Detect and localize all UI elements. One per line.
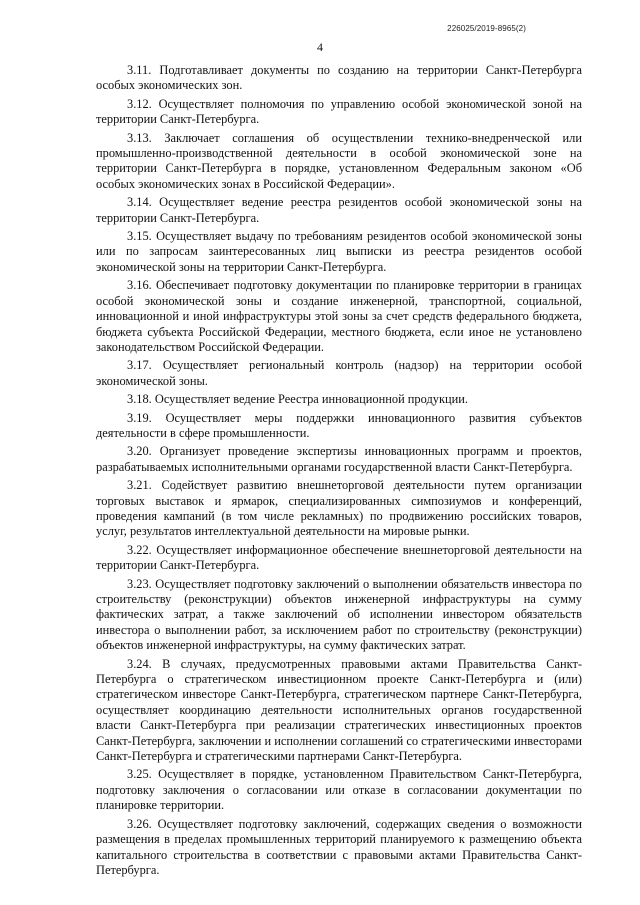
- paragraph-3-13: 3.13. Заключает соглашения об осуществлении технико-внедренческой или промышленно-производственной деятельности в особой экономической зоне на территории Санкт-Петербурга в порядке, установленном Федеральным законом «Об особых экономических зонах в Российской Федерации».: [96, 130, 582, 191]
- paragraph-3-25: 3.25. Осуществляет в порядке, установленном Правительством Санкт-Петербурга, подготовку заключения о согласовании или отказе в согласовании документации по планировке территории.: [96, 767, 582, 813]
- paragraph-3-26: 3.26. Осуществляет подготовку заключений, содержащих сведения о возможности размещения в пределах промышленных территорий планируемого к размещению объекта капитального строительства в соответствии с правовыми актами Правительства Санкт-Петербурга.: [96, 816, 582, 877]
- paragraph-3-15: 3.15. Осуществляет выдачу по требованиям резидентов особой экономической зоны или по запросам заинтересованных лиц выписки из реестра резидентов особой экономической зоны на территории Санкт-Петербурга.: [96, 229, 582, 274]
- paragraph-3-21: 3.21. Содействует развитию внешнеторговой деятельности путем организации торговых выставок и ярмарок, специализированных симпозиумов и конференций, проведения кампаний (в том числе рекламных) по продвижению российских товаров, услуг, результатов интеллектуальной деятельности на мировые рынки.: [96, 478, 582, 539]
- paragraph-3-20: 3.20. Организует проведение экспертизы инновационных программ и проектов, разрабатываемых исполнительными органами государственной власти Санкт-Петербурга.: [96, 444, 582, 474]
- paragraph-3-24: 3.24. В случаях, предусмотренных правовыми актами Правительства Санкт-Петербурга о стратегическом инвестиционном проекте Санкт-Петербурга и (или) стратегическом инвесторе Санкт-Петербурга, стратегическом партнере Санкт-Петербурга, осуществляет координацию деятельности исполнительных органов государственной власти Санкт-Петербурга при реализации стратегических инвестиционных проектов Санкт-Петербурга, заключении и исполнении соглашений со стратегическими инвесторами Санкт-Петербурга и стратегическими партнерами Санкт-Петербурга.: [96, 656, 582, 764]
- document-body: [96, 63, 582, 881]
- paragraph-3-17: 3.17. Осуществляет региональный контроль (надзор) на территории особой экономической зоны.: [96, 358, 582, 388]
- document-id: 226025/2019-8965(2): [447, 24, 526, 33]
- paragraph-3-14: 3.14. Осуществляет ведение реестра резидентов особой экономической зоны на территории Санкт-Петербурга.: [96, 195, 582, 225]
- paragraph-3-11: 3.11. Подготавливает документы по созданию на территории Санкт-Петербурга особых экономических зон.: [96, 63, 582, 93]
- paragraph-3-16: 3.16. Обеспечивает подготовку документации по планировке территории в границах особой экономической зоны и создание инженерной, транспортной, социальной, инновационной и иной инфраструктуры этой зоны за счет средств федерального бюджета, бюджета субъекта Российской Федерации, местного бюджета, если иное не установлено законодательством Российской Федерации.: [96, 278, 582, 354]
- paragraph-3-23: 3.23. Осуществляет подготовку заключений о выполнении обязательств инвестора по строительству (реконструкции) объектов инженерной инфраструктуры на сумму фактических затрат, а также заключений об исполнении инвестором обязательств инвестора о выполнении работ, за исключением работ по строительству (реконструкции) объектов инженерной инфраструктуры, на сумму фактических затрат.: [96, 576, 582, 653]
- paragraph-3-22: 3.22. Осуществляет информационное обеспечение внешнеторговой деятельности на территории Санкт-Петербурга.: [96, 542, 582, 573]
- page-number: 4: [317, 40, 323, 54]
- paragraph-3-12: 3.12. Осуществляет полномочия по управлению особой экономической зоной на территории Санкт-Петербурга.: [96, 96, 582, 127]
- paragraph-3-19: 3.19. Осуществляет меры поддержки инновационного развития субъектов деятельности в сфере промышленности.: [96, 410, 582, 440]
- paragraph-3-18: 3.18. Осуществляет ведение Реестра инновационной продукции.: [127, 392, 468, 407]
